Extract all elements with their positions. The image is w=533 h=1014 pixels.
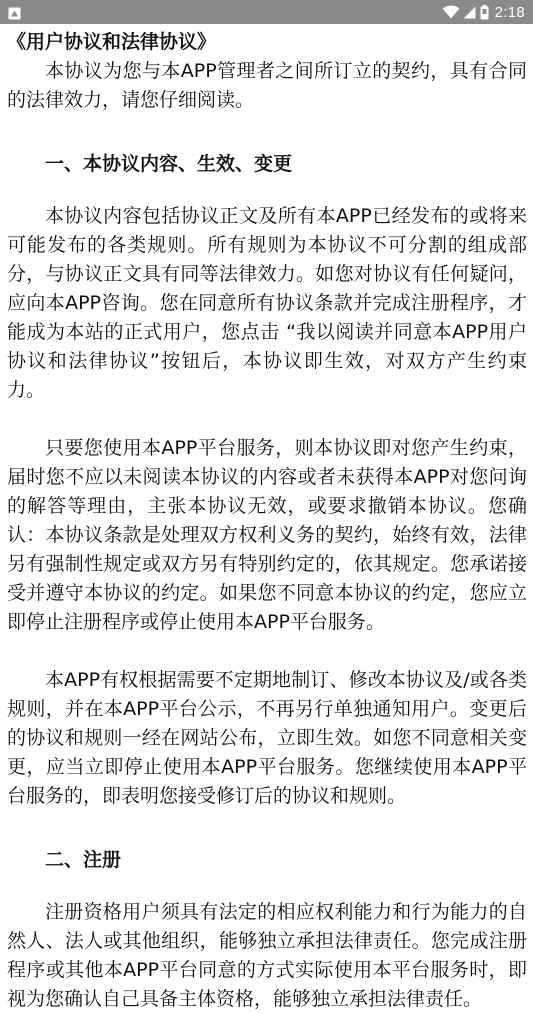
signal-icon xyxy=(463,5,476,19)
section-1-paragraph-2: 只要您使用本APP平台服务，则本协议即对您产生约束，届时您不应以未阅读本协议的内容或者未获得本APP对您问询的解答等理由，主张本协议无效，或要求撤销本协议。您确认：本协议条款是处理双方权利义务的契约，始终有效，法律另有强制性规定或双方另有特别约定的，依其规定。您承诺接受并遵守本协议的约定。如果您不同意本协议的约定，您应立即停止注册程序或停止使用本APP平台服务。 xyxy=(7,437,527,633)
battery-icon xyxy=(480,5,489,20)
agreement-content xyxy=(7,28,527,1014)
status-time: 2:18 xyxy=(494,3,525,21)
intro-paragraph: 本协议为您与本APP管理者之间所订立的契约，具有合同的法律效力，请您仔细阅读。 xyxy=(7,60,527,111)
status-icons xyxy=(442,2,525,22)
section-heading-2: 二、注册 xyxy=(45,849,122,871)
status-bar xyxy=(0,0,533,24)
section-heading-1: 一、本协议内容、生效、变更 xyxy=(45,153,293,175)
wifi-icon xyxy=(442,5,460,19)
notification-icon xyxy=(8,5,21,18)
section-1-paragraph-3: 本APP有权根据需要不定期地制订、修改本协议及/或各类规则，并在本APP平台公示，不再另行单独通知用户。变更后的协议和规则一经在网站公布，立即生效。如您不同意相关变更，应当立即停止使用本APP平台服务。您继续使用本APP平台服务的，即表明您接受修订后的协议和规则。 xyxy=(7,669,527,807)
section-1-paragraph-1: 本协议内容包括协议正文及所有本APP已经发布的或将来可能发布的各类规则。所有规则为本协议不可分割的组成部分，与协议正文具有同等法律效力。如您对协议有任何疑问，应向本APP咨询。您在同意所有协议条款并完成注册程序，才能成为本站的正式用户，您点击 “我以阅读并同意本APP用户协议和法律协议”按钮后，本协议即生效，对双方产生约束力。 xyxy=(7,205,527,401)
section-2-paragraph-1: 注册资格用户须具有法定的相应权利能力和行为能力的自然人、法人或其他组织，能够独立承担法律责任。您完成注册程序或其他本APP平台同意的方式实际使用本平台服务时，即视为您确认自己具备主体资格，能够独立承担法律责任。 xyxy=(7,901,527,1010)
document-title: 《用户协议和法律协议》 xyxy=(7,31,217,53)
